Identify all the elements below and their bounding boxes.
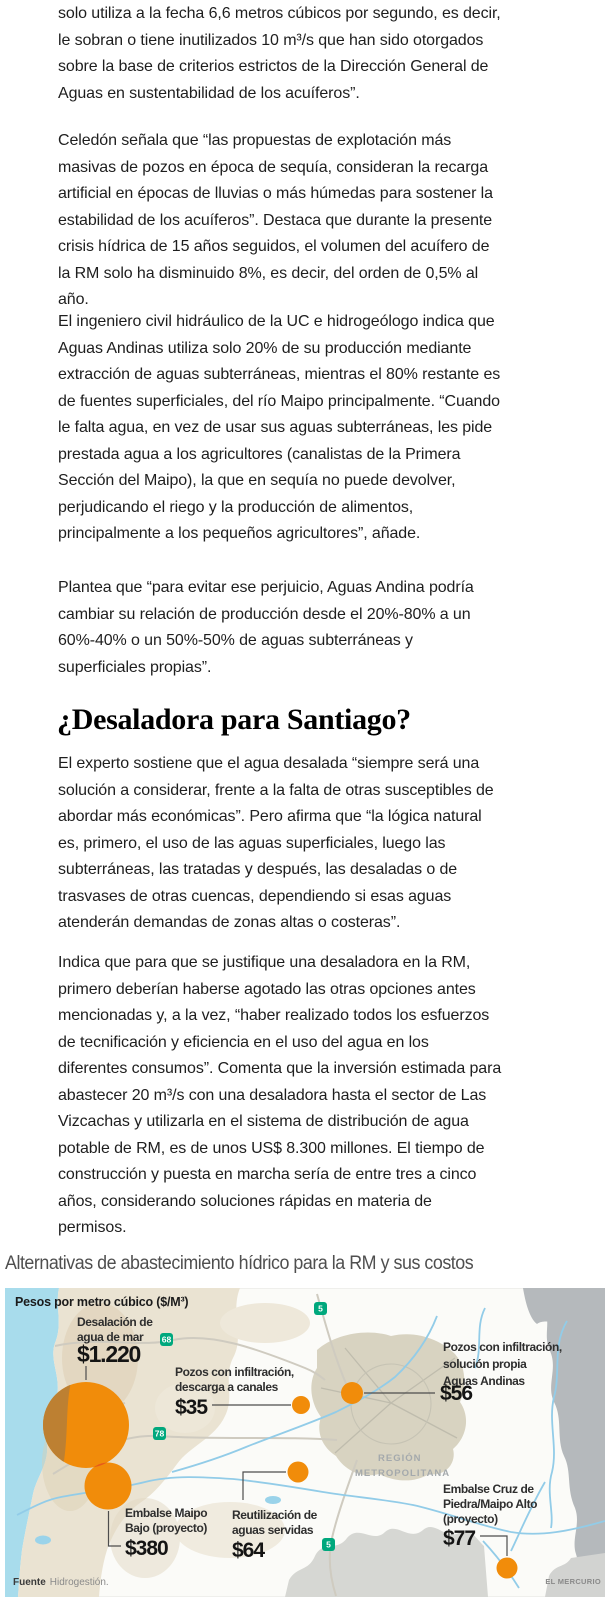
map-svg: [5, 1288, 605, 1597]
section-heading: ¿Desaladora para Santiago?: [57, 703, 411, 736]
price: $1.220: [77, 1341, 141, 1367]
label-line: Desalación de: [77, 1315, 153, 1329]
article-paragraph-1: solo utiliza a la fecha 6,6 metros cúbicos por segundo, es decir, le sobran o tiene inutilizados 10 m³/s que han sido otorgados sobre la base de criterios estrictos de la Dirección General de Aguas en sustentabilidad de los acuíferos”.: [58, 5, 501, 102]
route-badge-78: [153, 1427, 166, 1440]
label-line: Reutilización de: [232, 1508, 317, 1522]
article-paragraph-2: Celedón señala que “las propuestas de explotación más masivas de pozos en época de sequía, consideran la recarga artificial en épocas de lluvias o más húmedas para sostener la estabilidad de los acuíferos”. Destaca que durante la presente crisis hídrica de 15 años seguidos, el volumen del acuífero de la RM solo ha disminuido 8%, es decir, del orden de 0,5% al año.: [58, 132, 493, 308]
lake: [35, 1536, 51, 1545]
article-paragraph-6: Indica que para que se justifique una desaladora en la RM, primero deberían haberse agotado las otras opciones antes mencionadas y, a la vez, “haber realizado todos los esfuerzos de tecnificación y eficiencia en el uso del agua en los diferentes consumos”. Comenta que la inversión estimada para abastecer 20 m³/s con una desaladora hasta el sector de Las Vizcachas y utilizarla en el sistema de distribución de agua potable de RM, es de unos US$ 8.300 millones. El tiempo de construcción y puesta en marcha sería de entre tres a cinco años, considerando soluciones rápidas en materia de permisos.: [58, 954, 502, 1236]
label-line: Embalse Maipo: [125, 1506, 208, 1520]
route-badge-5-south: [322, 1538, 335, 1551]
article-paragraph-5: El experto sostiene que el agua desalada “siempre será una solución a considerar, frente a la falta de otras susceptibles de abordar más económicas”. Pero afirma que “la lógica natural es, primero, el uso de las aguas superficiales, luego las subterráneas, las tratadas y después, las desaladas o de trasvases de otras cuencas, dependiendo si esas aguas atenderán demandas de zonas altas o costeras”.: [58, 755, 494, 931]
route-badge-5-north: [314, 1302, 327, 1315]
marker-pozos-andinas-circle: [341, 1382, 363, 1404]
region-label-line1: REGIÓN: [378, 1453, 422, 1464]
route-number: 5: [326, 1539, 331, 1550]
label-line: Piedra/Maipo Alto: [443, 1497, 538, 1511]
route-number: 78: [154, 1428, 165, 1439]
marker-cruz-piedra-circle: [497, 1558, 518, 1579]
label-line: Pozos con infiltración,: [175, 1365, 294, 1379]
route-number: 68: [161, 1334, 172, 1345]
label-line: Embalse Cruz de: [443, 1482, 534, 1496]
source-label: Fuente: [13, 1577, 46, 1588]
source-name: Hidrogestión.: [49, 1577, 109, 1588]
source-line: [13, 1577, 109, 1588]
credit-label: EL MERCURIO: [545, 1577, 601, 1586]
route-number: 5: [318, 1303, 323, 1314]
label-line: descarga a canales: [175, 1380, 278, 1394]
label-line: (proyecto): [443, 1512, 498, 1526]
marker-reutilizacion-circle: [288, 1462, 309, 1483]
region-label-line2: METROPOLITANA: [355, 1468, 451, 1479]
lake: [265, 1496, 281, 1504]
price: $77: [443, 1527, 476, 1550]
label-line: Aguas Andinas: [443, 1374, 525, 1388]
map-legend-title: Pesos por metro cúbico ($/M³): [15, 1295, 189, 1309]
terrain-patch: [220, 1303, 310, 1343]
label-line: agua de mar: [77, 1330, 144, 1344]
label-line: Bajo (proyecto): [125, 1521, 208, 1535]
price: $35: [175, 1396, 208, 1419]
route-badge-68: [160, 1333, 173, 1346]
price: $380: [125, 1537, 168, 1560]
infographic-title: Alternativas de abastecimiento hídrico para la RM y sus costos: [5, 1253, 474, 1274]
label-line: Pozos con infiltración,: [443, 1340, 562, 1354]
price: $56: [440, 1382, 473, 1405]
infographic-map: [5, 1288, 605, 1597]
marker-pozos-canales-circle: [292, 1396, 310, 1414]
article-paragraph-4: Plantea que “para evitar ese perjuicio, Aguas Andina podría cambiar su relación de producción desde el 20%-80% a un 60%-40% o un 50%-50% de aguas subterráneas y superficiales propias”.: [58, 579, 474, 676]
marker-embalse-bajo-circle: [85, 1463, 132, 1510]
price: $64: [232, 1539, 265, 1562]
label-line: aguas servidas: [232, 1523, 314, 1537]
article-paragraph-3: El ingeniero civil hidráulico de la UC e hidrogeólogo indica que Aguas Andinas utiliza solo 20% de su producción mediante extracción de aguas subterráneas, mientras el 80% restante es de fuentes superficiales, del río Maipo principalmente. “Cuando le falta agua, en vez de usar sus aguas subterráneas, les pide prestada agua a los agricultores (canalistas de la Primera Sección del Maipo), la que en sequía no puede devolver, perjudicando el riego y la producción de alimentos, principalmente a los pequeños agricultores”, añade.: [58, 313, 501, 542]
label-line: solución propia: [443, 1357, 527, 1371]
